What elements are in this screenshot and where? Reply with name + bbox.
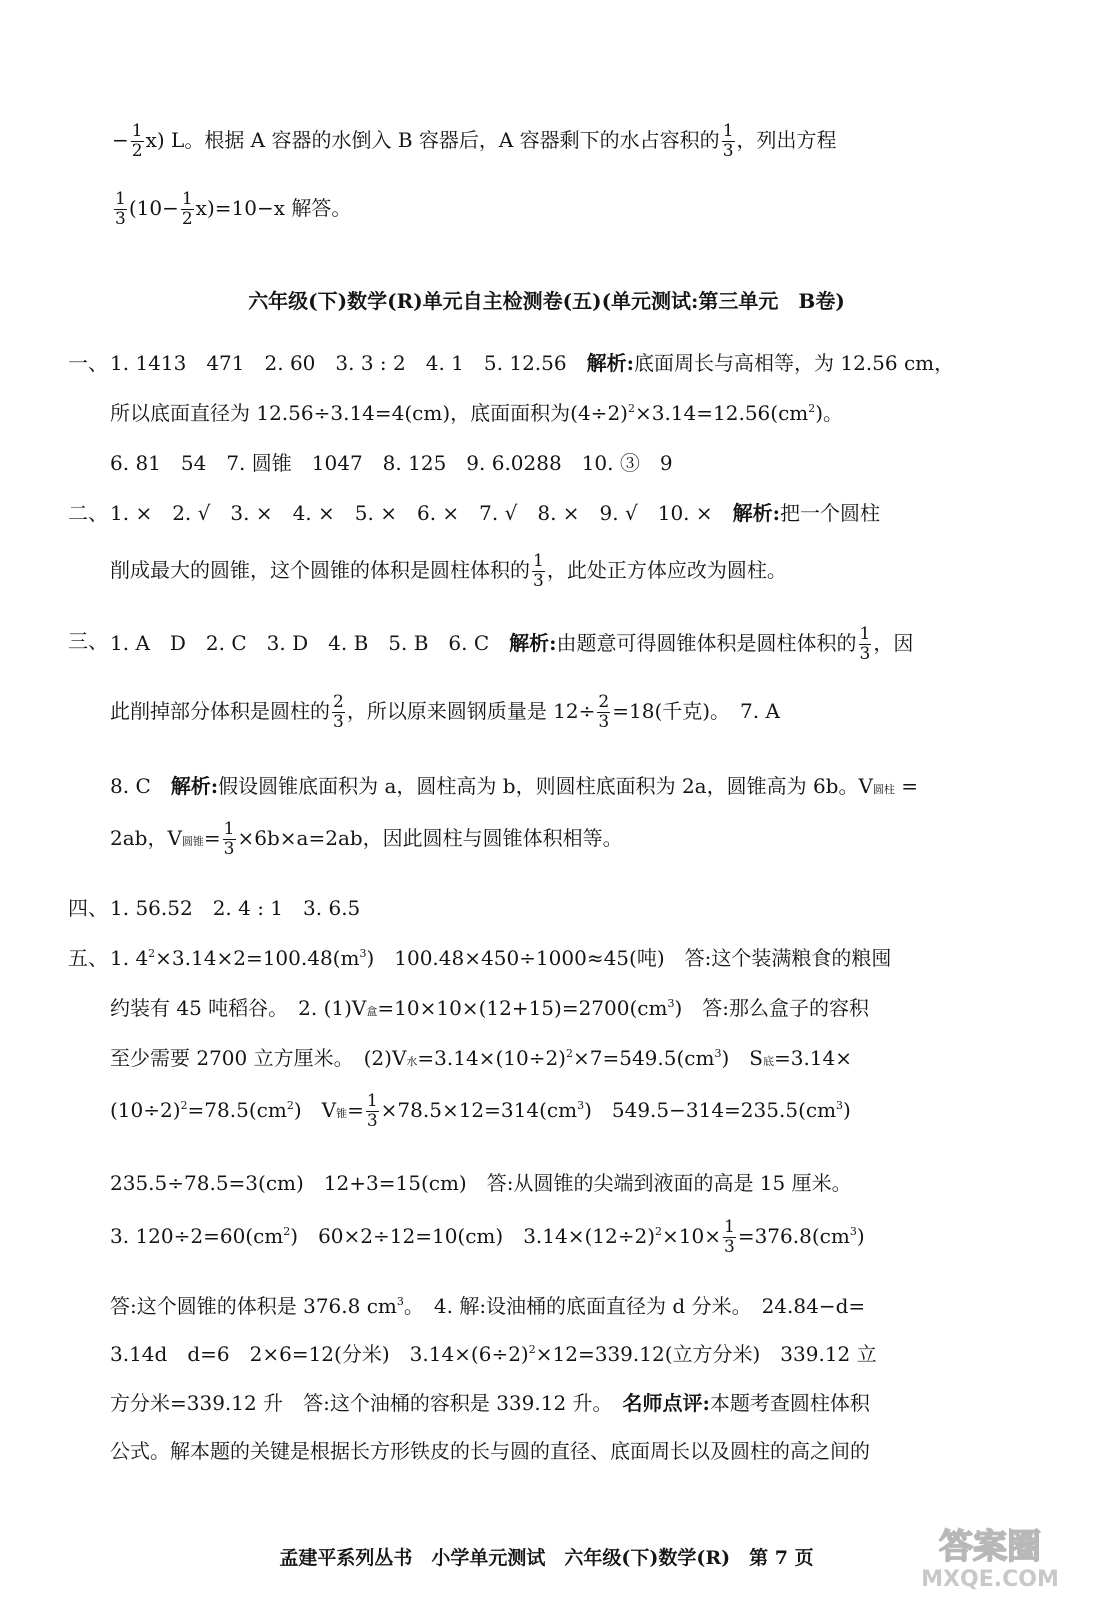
text: 公式。解本题的关键是根据长方形铁皮的长与圆的直径、底面周长以及圆柱的高之间的 xyxy=(110,1439,870,1463)
text: 235.5÷78.5=3(cm) 12+3=15(cm) 答:从圆锥的尖端到液面的高是 15 厘米。 xyxy=(110,1171,852,1195)
fraction: $\frac{1}{3}$ xyxy=(115,189,126,229)
watermark-text: 答案圈 xyxy=(939,1527,1041,1567)
fraction: $\frac{1}{3}$ xyxy=(223,819,235,859)
analysis-label: 解析: xyxy=(509,631,557,655)
text: 底面周长与高相等，为 12.56 cm， xyxy=(634,351,955,375)
text: x) L。根据 A 容器的水倒入 B 容器后，A 容器剩下的水占容积的 xyxy=(145,128,720,152)
text: ，列出方程 xyxy=(736,128,837,152)
fraction: $\frac{1}{3}$ xyxy=(722,121,734,161)
text: 1. 56.52 2. 4 : 1 3. 6.5 xyxy=(110,896,361,920)
text: x)=10−x 解答。 xyxy=(195,196,352,220)
text: 6. 81 54 7. 圆锥 1047 8. 125 9. 6.0288 10. ③ 9 xyxy=(110,451,673,475)
analysis-label: 解析: xyxy=(732,501,781,525)
text: 1. 1413 471 2. 60 3. 3 : 2 4. 1 5. 12.56 xyxy=(110,351,587,375)
section-label: 三、 xyxy=(68,629,108,653)
watermark-url: MXQE.COM xyxy=(921,1567,1059,1592)
fraction: $\frac{1}{3}$ xyxy=(724,1217,735,1257)
minus-sign: − xyxy=(112,128,129,152)
section-label: 一、 xyxy=(68,351,108,375)
page-footer: 孟建平系列丛书 小学单元测试 六年级(下)数学(R) 第 7 页 xyxy=(279,1547,814,1569)
fraction: $\frac{1}{3}$ xyxy=(533,551,544,591)
section-label: 五、 xyxy=(68,946,108,970)
text: (10− xyxy=(128,196,179,220)
watermark-logo xyxy=(900,1520,1080,1592)
section-label: 四、 xyxy=(68,896,108,920)
section-label: 二、 xyxy=(68,501,108,525)
fraction: $\frac{2}{3}$ xyxy=(333,692,344,732)
fraction: $\frac{1}{2}$ xyxy=(131,121,143,161)
section-title: 六年级(下)数学(R)单元自主检测卷(五)(单元测试:第三单元 B卷) xyxy=(248,289,845,313)
fraction: $\frac{1}{3}$ xyxy=(366,1091,378,1131)
fraction: $\frac{2}{3}$ xyxy=(598,692,610,732)
teacher-comment-label: 名师点评: xyxy=(622,1391,710,1415)
fraction: $\frac{1}{3}$ xyxy=(859,624,871,664)
fraction: $\frac{1}{2}$ xyxy=(181,189,193,229)
analysis-label: 解析: xyxy=(586,351,634,375)
analysis-label: 解析: xyxy=(170,774,219,798)
